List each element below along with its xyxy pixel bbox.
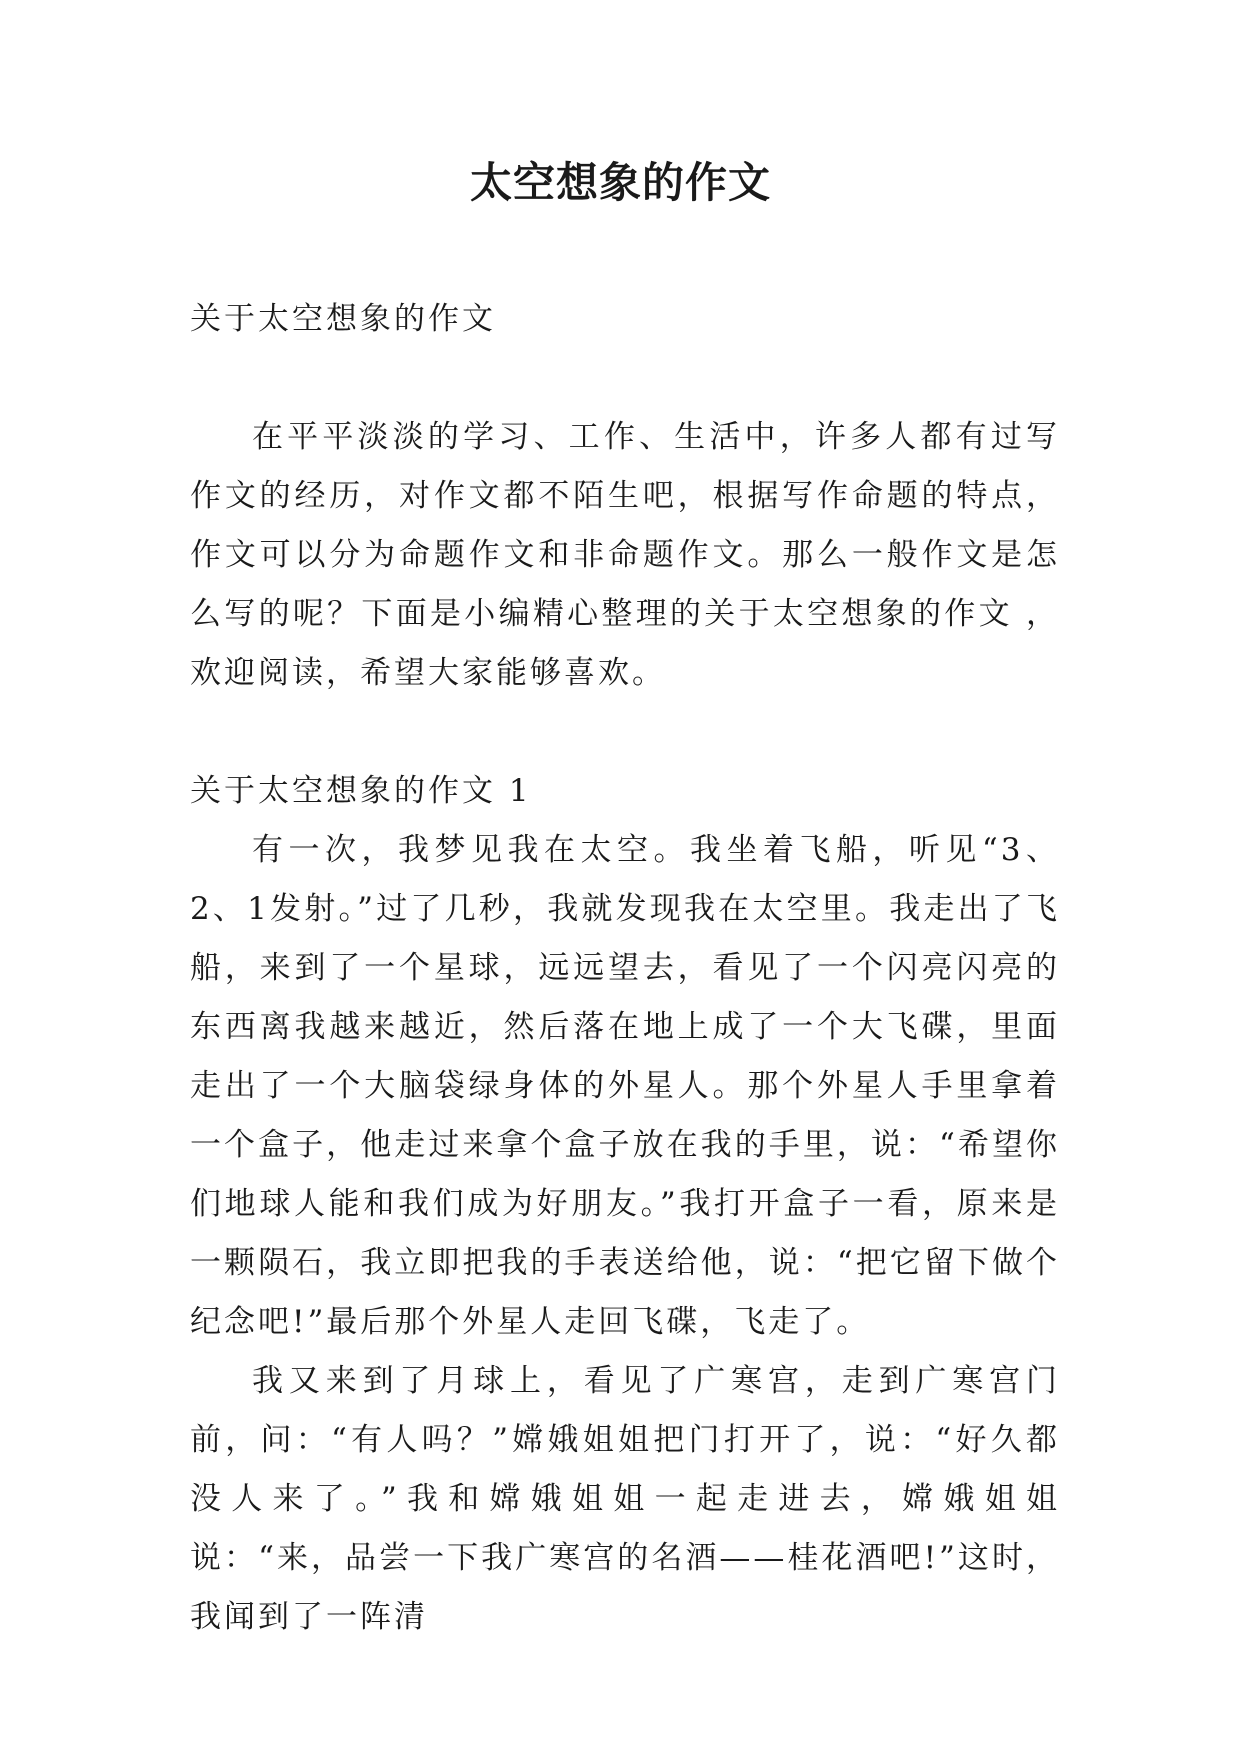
document-body xyxy=(190,290,1060,1647)
intro-paragraph: 在平平淡淡的学习、工作、生活中，许多人都有过写作文的经历，对作文都不陌生吧，根据写作命题的特点，作文可以分为命题作文和非命题作文。那么一般作文是怎么写的呢？下面是小编精心整理的关于太空想象的作文 ，欢迎阅读，希望大家能够喜欢。 xyxy=(190,419,1060,691)
spacer xyxy=(190,703,1060,762)
document-subtitle: 关于太空想象的作文 xyxy=(190,301,496,337)
document-title: 太空想象的作文 xyxy=(469,158,771,207)
body-paragraph-2: 我又来到了月球上，看见了广寒宫，走到广寒宫门前，问：“有人吗？”嫦娥姐姐把门打开了，说：“好久都没人来了。”我和嫦娥姐姐一起走进去，嫦娥姐姐说：“来，品尝一下我广寒宫的名酒——桂花酒吧!”这时，我闻到了一阵清 xyxy=(190,1363,1060,1635)
spacer xyxy=(190,349,1060,408)
body-paragraph-1: 有一次，我梦见我在太空。我坐着飞船，听见“3、2、1发射。”过了几秒，我就发现我在太空里。我走出了飞船，来到了一个星球，远远望去，看见了一个闪亮闪亮的东西离我越来越近，然后落在地上成了一个大飞碟，里面走出了一个大脑袋绿身体的外星人。那个外星人手里拿着一个盒子，他走过来拿个盒子放在我的手里，说：“希望你们地球人能和我们成为好朋友。”我打开盒子一看，原来是一颗陨石，我立即把我的手表送给他，说：“把它留下做个纪念吧!”最后那个外星人走回飞碟，飞走了。 xyxy=(190,832,1060,1340)
section-heading: 关于太空想象的作文 1 xyxy=(190,773,532,809)
